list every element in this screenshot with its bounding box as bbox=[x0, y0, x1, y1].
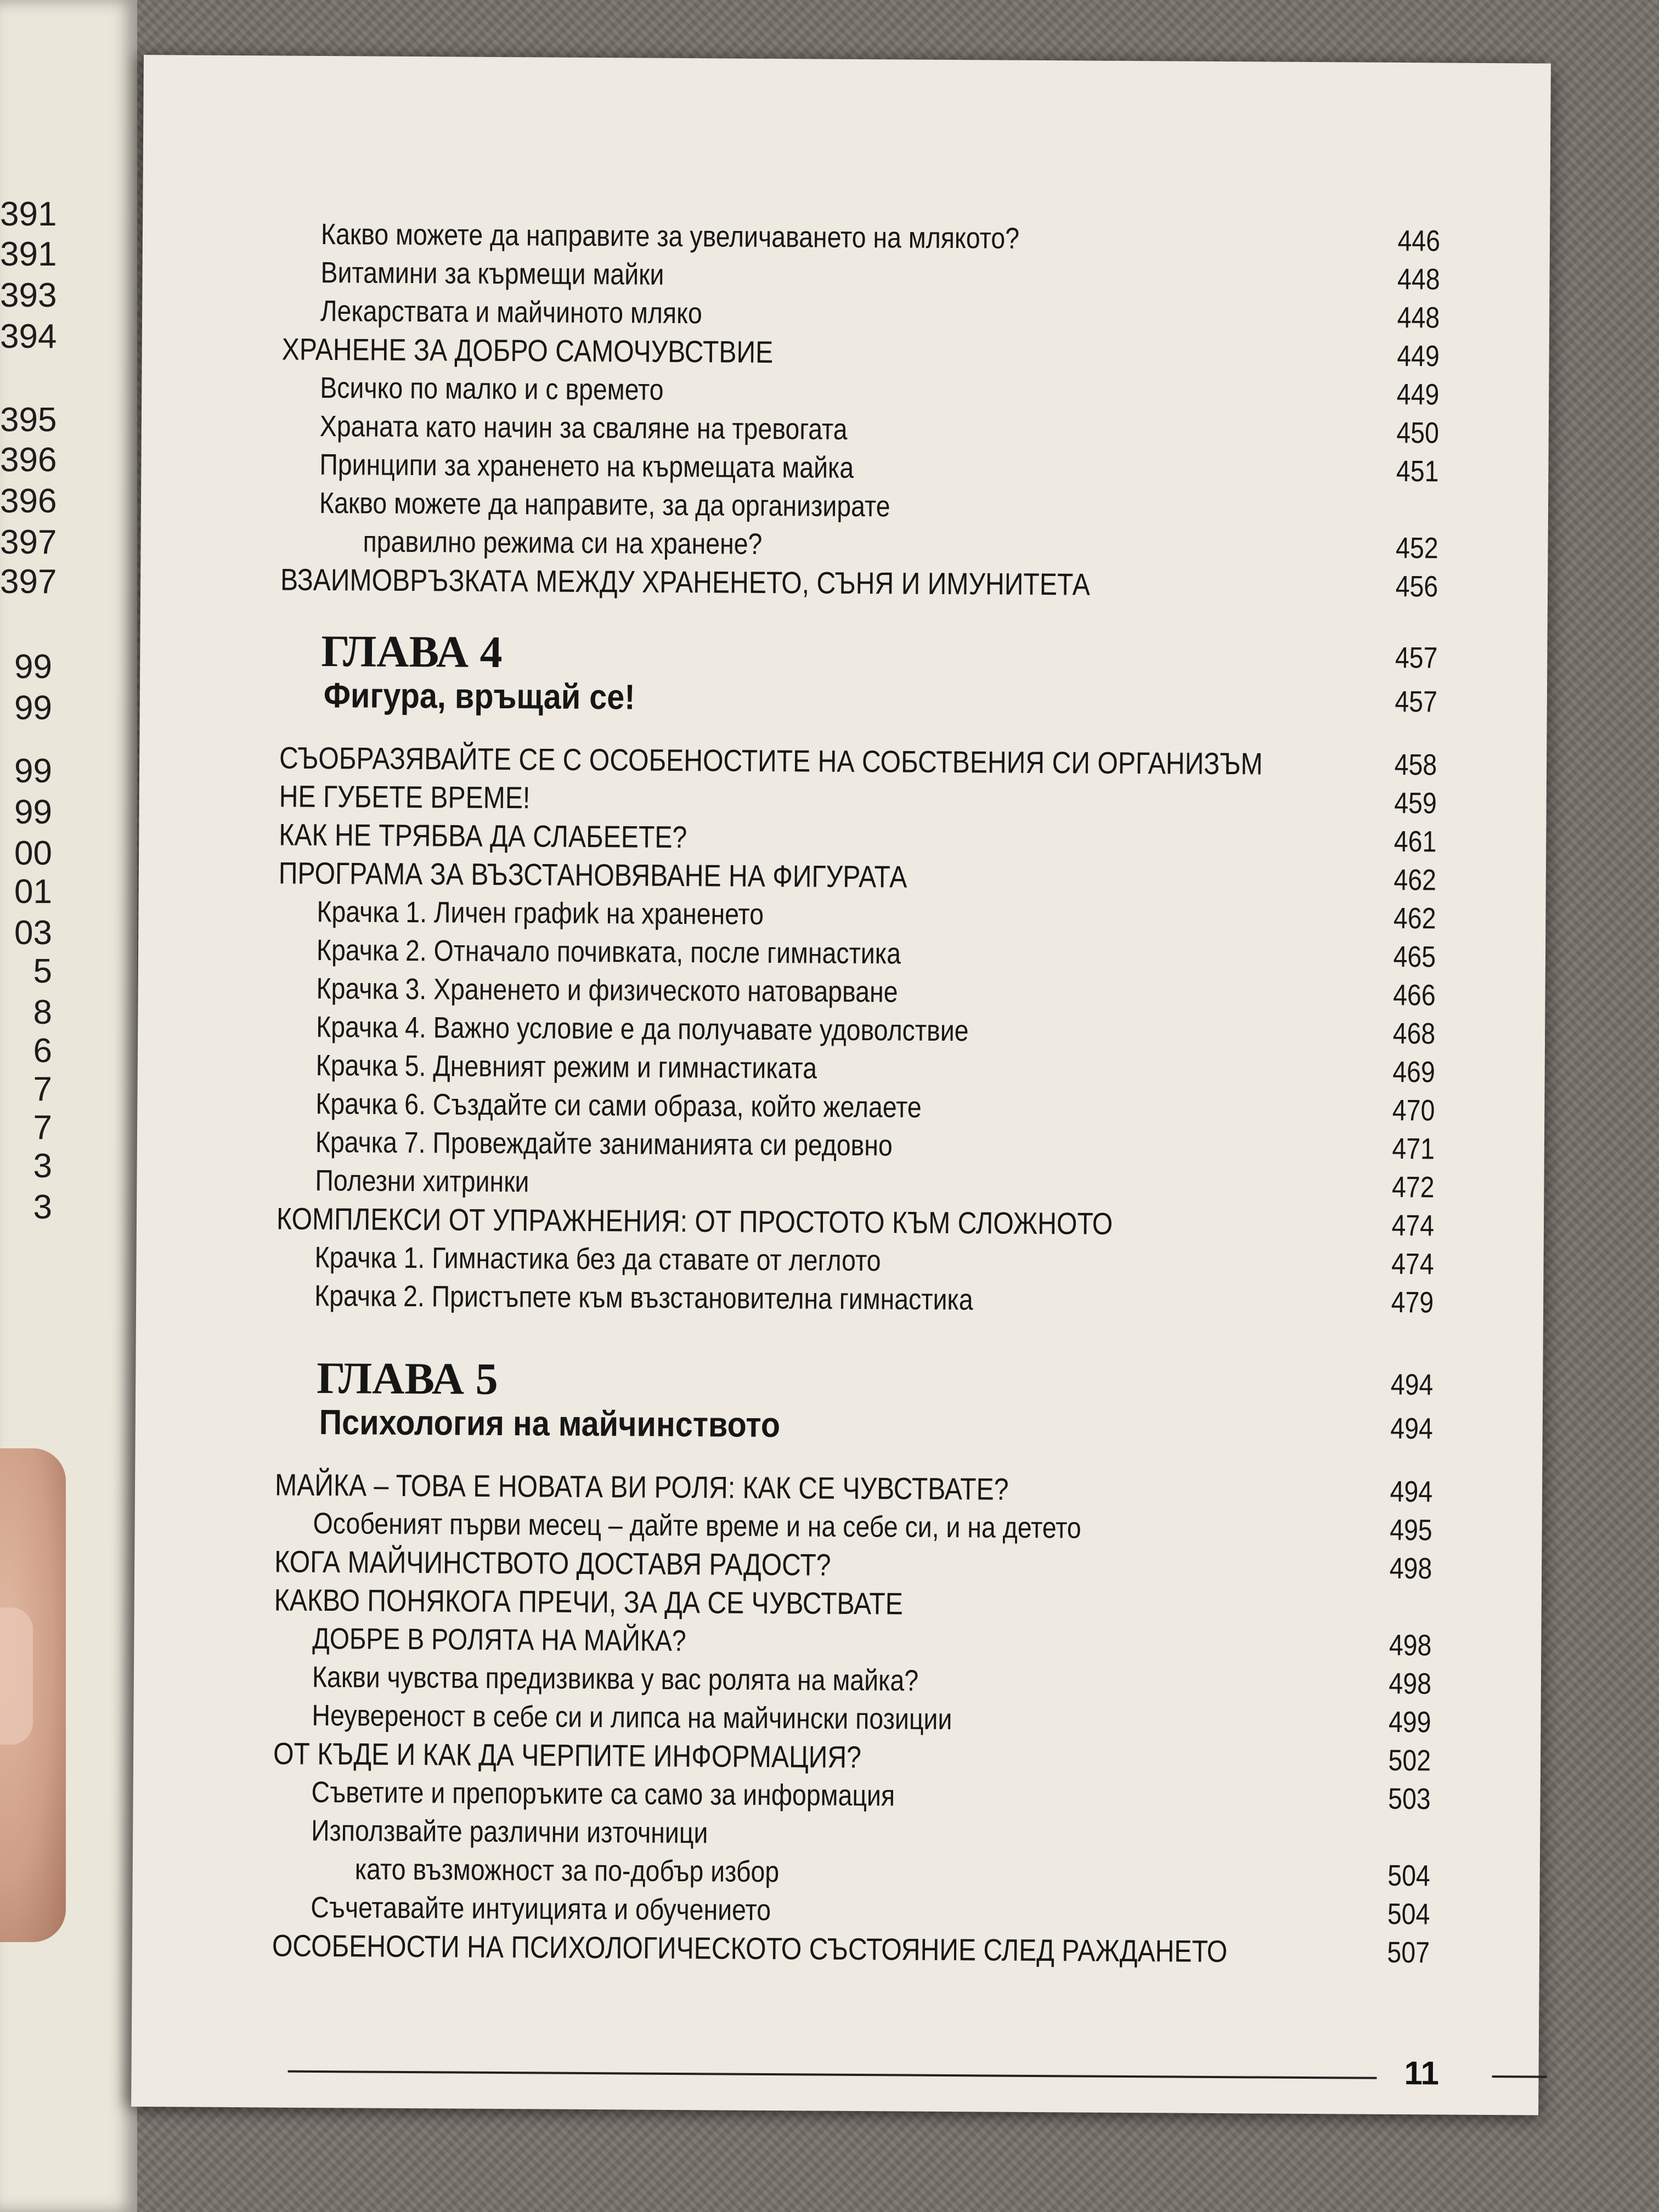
thumb-nail bbox=[0, 1607, 33, 1745]
toc-entry-page: 450 bbox=[1396, 416, 1440, 450]
toc-entry-page: 495 bbox=[1389, 1513, 1432, 1547]
toc-entry-title: Какво можете да направите за увеличаването на млякото? bbox=[320, 217, 1020, 255]
left-page-number: 397 bbox=[0, 523, 57, 561]
left-page-number: 397 bbox=[0, 563, 57, 601]
toc-entry-page: 458 bbox=[1394, 748, 1437, 782]
toc-entry-title: Крачка 1. Гимнастика без да ставате от леглото bbox=[314, 1240, 881, 1278]
toc-entry-title: Полезни хитринки bbox=[315, 1164, 529, 1199]
toc-entry bbox=[132, 1926, 1539, 1973]
toc-entry-title: Психология на майчинството bbox=[319, 1402, 781, 1445]
toc-entry-title: МАЙКА – ТОВА Е НОВАТА ВИ РОЛЯ: КАК СЕ ЧУВСТВАТЕ? bbox=[274, 1467, 1009, 1506]
toc-entry-title: ХРАНЕНЕ ЗА ДОБРО САМОЧУВСТВИЕ bbox=[281, 331, 774, 370]
book-page bbox=[131, 55, 1551, 2115]
toc-entry-title: Какви чувства предизвиква у вас ролята на майка? bbox=[312, 1660, 919, 1697]
left-page-number: 7 bbox=[33, 1070, 52, 1108]
toc-entry-page: 498 bbox=[1389, 1667, 1432, 1701]
toc-entry-page: 507 bbox=[1387, 1936, 1430, 1970]
toc-entry-page: 474 bbox=[1391, 1209, 1435, 1243]
toc-entry-title: КАКВО ПОНЯКОГА ПРЕЧИ, ЗА ДА СЕ ЧУВСТВАТЕ bbox=[274, 1582, 904, 1621]
toc-entry-title: Крачка 7. Провеждайте заниманията си редовно bbox=[315, 1125, 893, 1163]
left-page-number: 99 bbox=[14, 648, 52, 686]
toc-entry-title: Лекарствата и майчиното мляко bbox=[320, 294, 702, 330]
left-page-number: 396 bbox=[0, 482, 57, 520]
toc-entry-title: Крачка 4. Важно условие е да получавате удоволствие bbox=[315, 1010, 969, 1048]
toc-entry-title: СЪОБРАЗЯВАЙТЕ СЕ С ОСОБЕНОСТИТЕ НА СОБСТВЕНИЯ СИ ОРГАНИЗЪМ bbox=[279, 740, 1263, 781]
toc-entry-title: Принципи за храненето на кърмещата майка bbox=[319, 448, 854, 484]
left-page-number: 99 bbox=[14, 689, 52, 727]
toc-entry-page: 465 bbox=[1393, 940, 1436, 974]
toc-entry-title: Крачка 2. Отначало почивката, после гимнастика bbox=[316, 933, 901, 970]
toc-entry-page: 446 bbox=[1397, 224, 1441, 258]
toc-entry-page: 449 bbox=[1397, 339, 1440, 373]
toc-entry-page: 469 bbox=[1392, 1055, 1435, 1089]
toc-entry-page: 470 bbox=[1392, 1093, 1435, 1127]
toc-entry-title: Съчетавайте интуицията и обучението bbox=[311, 1891, 771, 1927]
table-of-contents bbox=[131, 55, 1551, 2115]
toc-entry-page: 468 bbox=[1392, 1017, 1436, 1051]
toc-entry-page: 461 bbox=[1393, 825, 1437, 859]
toc-entry-title: Всичко по малко и с времето bbox=[320, 371, 664, 407]
toc-entry-title: Фигура, връщай се! bbox=[323, 675, 635, 717]
toc-entry-page: 503 bbox=[1387, 1782, 1431, 1816]
toc-entry-title: Крачка 6. Създайте си сами образа, който желаете bbox=[315, 1087, 922, 1124]
left-page-numbers bbox=[0, 0, 137, 1317]
toc-entry-page: 457 bbox=[1395, 641, 1438, 675]
toc-entry-page: 462 bbox=[1393, 901, 1436, 935]
toc-entry-title: ГЛАВА 5 bbox=[316, 1352, 498, 1404]
footer-rule-right bbox=[1492, 2075, 1547, 2078]
toc-entry-title: ГЛАВА 4 bbox=[321, 625, 503, 678]
toc-entry-page: 502 bbox=[1388, 1743, 1431, 1778]
chapter-title bbox=[140, 675, 1547, 722]
toc-entry-page: 451 bbox=[1396, 454, 1439, 488]
left-page-number: 393 bbox=[0, 276, 57, 314]
left-page-number: 8 bbox=[33, 994, 52, 1031]
toc-entry-page: 459 bbox=[1394, 786, 1437, 820]
toc-entry-title: Съветите и препоръките са само за информация bbox=[311, 1775, 895, 1813]
page-number: 11 bbox=[1404, 2055, 1440, 2092]
toc-entry-page: 452 bbox=[1395, 531, 1438, 565]
toc-entry-title: НЕ ГУБЕТЕ ВРЕМЕ! bbox=[279, 778, 531, 815]
chapter-heading bbox=[140, 625, 1547, 678]
toc-entry-page: 498 bbox=[1389, 1551, 1432, 1585]
toc-entry bbox=[140, 560, 1548, 607]
left-page-number: 03 bbox=[14, 914, 52, 952]
toc-entry-title: Особеният първи месец – дайте време и на себе си, и на детето bbox=[313, 1506, 1081, 1545]
left-page-number: 394 bbox=[0, 318, 57, 356]
toc-entry-title: Храната като начин за сваляне на тревогата bbox=[319, 409, 848, 446]
toc-entry-title: ОТ КЪДЕ И КАК ДА ЧЕРПИТЕ ИНФОРМАЦИЯ? bbox=[273, 1736, 862, 1775]
toc-entry-title: ПРОГРАМА ЗА ВЪЗСТАНОВЯВАНЕ НА ФИГУРАТА bbox=[278, 855, 907, 894]
toc-entry-page: 466 bbox=[1392, 978, 1436, 1012]
toc-entry-title: като възможност за по-добър избор bbox=[354, 1853, 780, 1889]
chapter-heading bbox=[136, 1352, 1543, 1405]
toc-entry-page: 494 bbox=[1390, 1475, 1433, 1509]
toc-entry-page: 456 bbox=[1395, 569, 1438, 603]
left-page-number: 391 bbox=[0, 195, 57, 233]
toc-entry-title: Използвайте различни източници bbox=[311, 1814, 708, 1850]
toc-entry-page: 457 bbox=[1395, 685, 1438, 719]
toc-entry-page: 474 bbox=[1391, 1247, 1434, 1281]
left-page-number: 391 bbox=[0, 235, 57, 273]
toc-entry-title: КАК НЕ ТРЯБВА ДА СЛАБЕЕТЕ? bbox=[279, 817, 687, 855]
toc-entry-title: Крачка 1. Личен графиk на храненето bbox=[317, 895, 764, 931]
left-page-number: 99 bbox=[14, 793, 52, 831]
toc-entry-title: Крачка 5. Дневният режим и гимнастиката bbox=[315, 1048, 817, 1085]
left-page-number: 3 bbox=[33, 1147, 52, 1185]
toc-entry-page: 472 bbox=[1391, 1170, 1435, 1204]
left-page-number: 395 bbox=[0, 401, 57, 439]
chapter-title bbox=[136, 1402, 1543, 1449]
left-page-number: 01 bbox=[14, 873, 52, 911]
toc-entry-page: 462 bbox=[1393, 863, 1437, 897]
toc-entry-title: Крачка 2. Пристъпете към възстановителна гимнастика bbox=[314, 1279, 973, 1317]
toc-entry-page: 471 bbox=[1392, 1132, 1435, 1166]
toc-entry-page: 504 bbox=[1387, 1859, 1430, 1893]
toc-entry-page: 499 bbox=[1388, 1705, 1431, 1739]
toc-entry-title: Крачка 3. Храненето и физическото натоварване bbox=[316, 972, 898, 1009]
toc-entry-page: 494 bbox=[1390, 1368, 1434, 1402]
toc-entry-title: Витамини за кърмещи майки bbox=[320, 256, 664, 291]
toc-entry-title: Неувереност в себе си и липса на майчински позиции bbox=[312, 1699, 952, 1736]
toc-entry-title: правилно режима си на хранене? bbox=[363, 525, 763, 561]
toc-entry-page: 504 bbox=[1387, 1897, 1430, 1931]
toc-entry-title: Какво можете да направите, за да организирате bbox=[319, 486, 890, 523]
left-page-number: 6 bbox=[33, 1032, 52, 1070]
toc-entry-page: 479 bbox=[1391, 1285, 1434, 1319]
toc-entry-page: 448 bbox=[1397, 262, 1440, 296]
toc-entry-title: КОМПЛЕКСИ ОТ УПРАЖНЕНИЯ: ОТ ПРОСТОТО КЪМ СЛОЖНОТО bbox=[276, 1201, 1113, 1241]
left-page-number: 99 bbox=[14, 752, 52, 790]
toc-entry-page: 498 bbox=[1389, 1628, 1432, 1662]
toc-entry-title: ДОБРЕ В РОЛЯТА НА МАЙКА? bbox=[312, 1622, 686, 1658]
toc-entry-page: 449 bbox=[1396, 377, 1440, 411]
toc-entry-page: 448 bbox=[1397, 301, 1440, 335]
toc-entry-title: ВЗАИМОВРЪЗКАТА МЕЖДУ ХРАНЕНЕТО, СЪНЯ И ИМУНИТЕТА bbox=[280, 562, 1091, 602]
left-page-number: 00 bbox=[14, 834, 52, 872]
left-page-number: 7 bbox=[33, 1109, 52, 1147]
left-page-number: 3 bbox=[33, 1188, 52, 1226]
toc-entry-title: КОГА МАЙЧИНСТВОТО ДОСТАВЯ РАДОСТ? bbox=[274, 1544, 831, 1582]
left-page-number: 5 bbox=[33, 952, 52, 990]
toc-entry bbox=[136, 1276, 1543, 1323]
toc-entry-page: 494 bbox=[1390, 1412, 1433, 1446]
toc-entry-title: ОСОБЕНОСТИ НА ПСИХОЛОГИЧЕСКОТО СЪСТОЯНИЕ СЛЕД РАЖДАНЕТО bbox=[272, 1928, 1228, 1969]
left-page-number: 396 bbox=[0, 441, 57, 479]
